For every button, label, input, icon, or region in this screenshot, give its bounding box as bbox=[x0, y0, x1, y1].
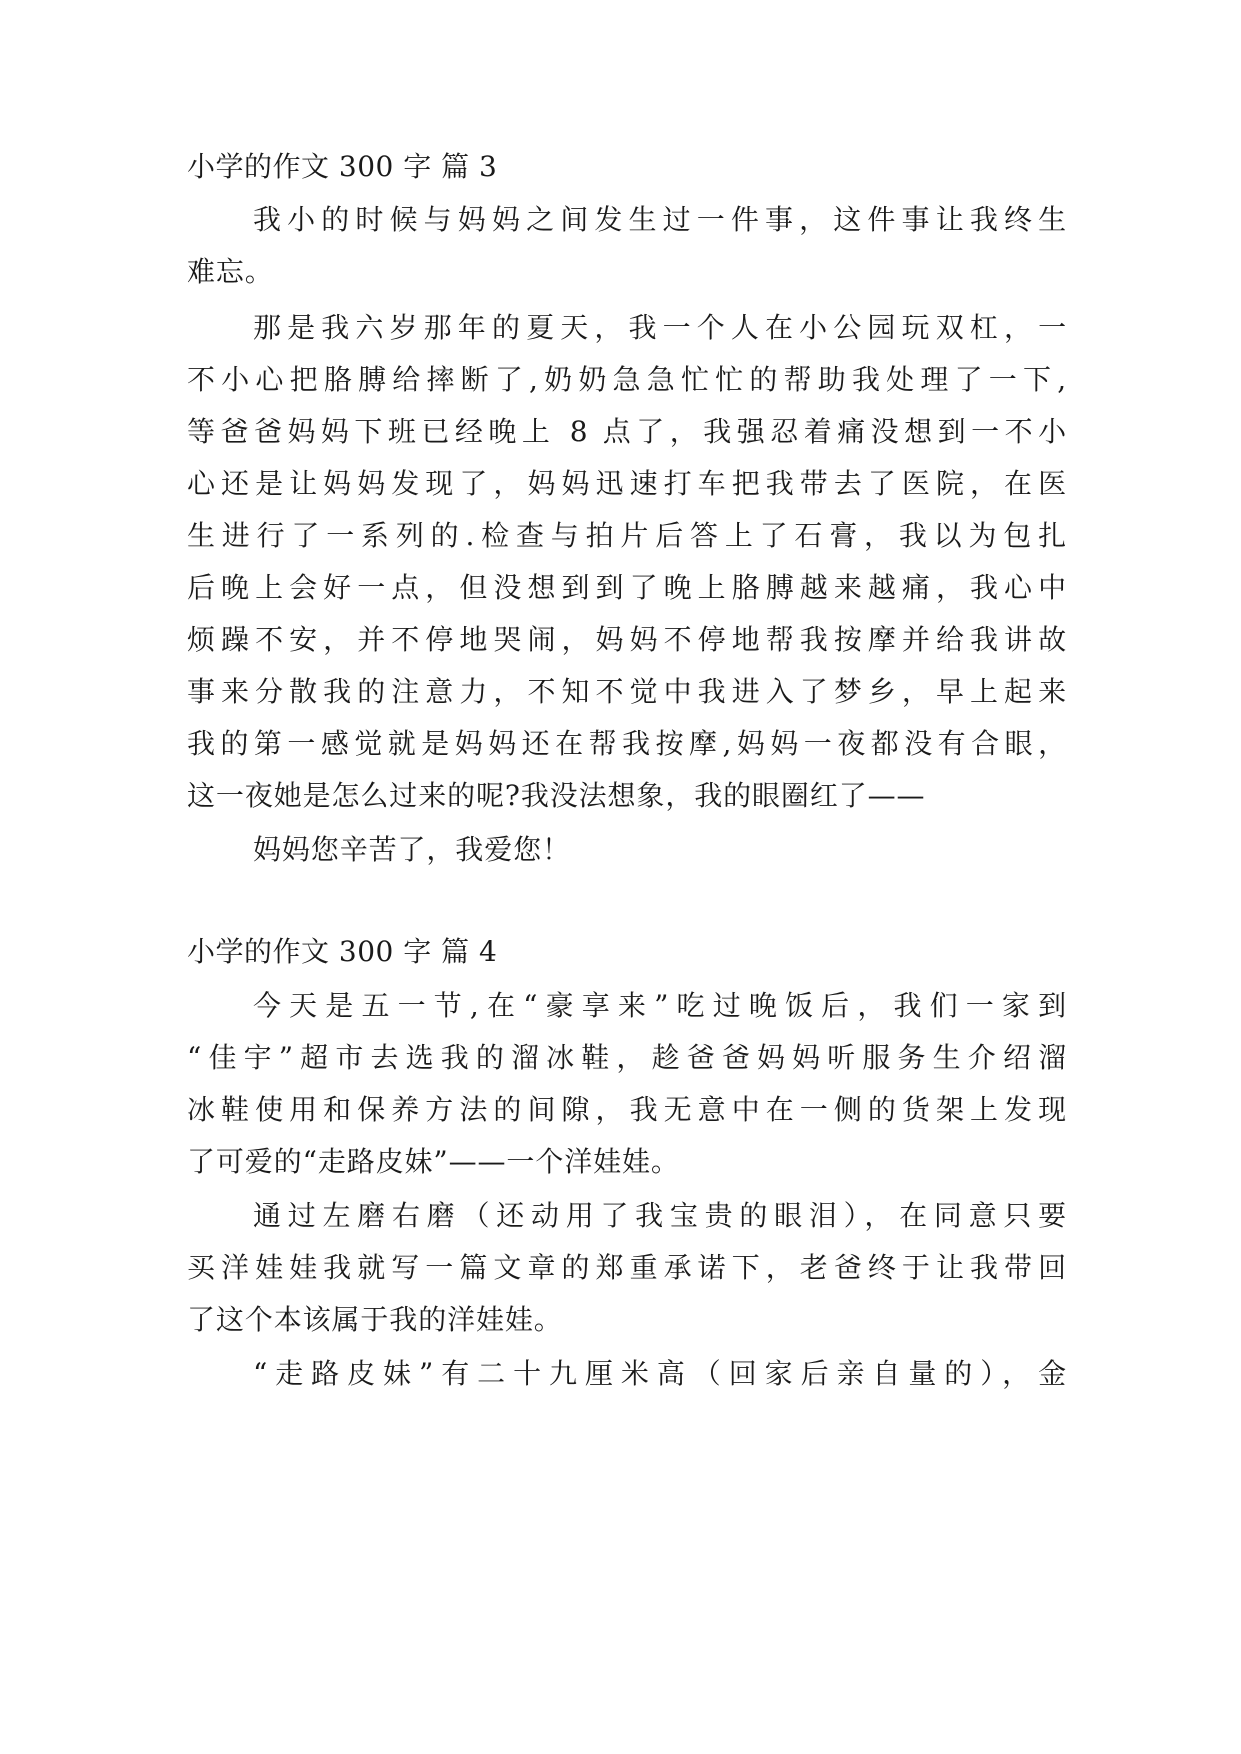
paragraph-line: 我小的时候与妈妈之间发生过一件事，这件事让我终生 bbox=[253, 203, 1067, 236]
paragraph-line: 难忘。 bbox=[187, 255, 274, 288]
paragraph-line: 了可爱的“走路皮妹”——一个洋娃娃。 bbox=[187, 1145, 680, 1178]
paragraph-line: 这一夜她是怎么过来的呢?我没法想象，我的眼圈红了—— bbox=[187, 779, 926, 812]
paragraph-line: 等爸爸妈妈下班已经晚上 8 点了，我强忍着痛没想到一不小 bbox=[187, 415, 1067, 448]
paragraph-line: 冰鞋使用和保养方法的间隙，我无意中在一侧的货架上发现 bbox=[187, 1093, 1067, 1126]
paragraph-line: “走路皮妹”有二十九厘米高（回家后亲自量的），金 bbox=[253, 1357, 1067, 1390]
paragraph-line: “佳宇”超市去选我的溜冰鞋，趁爸爸妈妈听服务生介绍溜 bbox=[187, 1041, 1067, 1074]
paragraph-line: 烦躁不安，并不停地哭闹，妈妈不停地帮我按摩并给我讲故 bbox=[187, 623, 1067, 656]
section-3-title: 小学的作文 300 字 篇 3 bbox=[187, 150, 498, 183]
paragraph-line: 通过左磨右磨（还动用了我宝贵的眼泪），在同意只要 bbox=[253, 1199, 1067, 1232]
paragraph-line: 我的第一感觉就是妈妈还在帮我按摩,妈妈一夜都没有合眼， bbox=[187, 727, 1067, 760]
paragraph-line: 了这个本该属于我的洋娃娃。 bbox=[187, 1303, 563, 1336]
paragraph-line: 今天是五一节,在“豪享来”吃过晚饭后，我们一家到 bbox=[253, 989, 1067, 1022]
paragraph-line: 生进行了一系列的.检查与拍片后答上了石膏，我以为包扎 bbox=[187, 519, 1067, 552]
section-4-title: 小学的作文 300 字 篇 4 bbox=[187, 935, 498, 968]
paragraph-line: 不小心把胳膊给摔断了,奶奶急急忙忙的帮助我处理了一下, bbox=[187, 363, 1067, 396]
paragraph-line: 买洋娃娃我就写一篇文章的郑重承诺下，老爸终于让我带回 bbox=[187, 1251, 1067, 1284]
paragraph-line: 那是我六岁那年的夏天，我一个人在小公园玩双杠，一 bbox=[253, 311, 1067, 344]
paragraph-line: 事来分散我的注意力，不知不觉中我进入了梦乡，早上起来 bbox=[187, 675, 1067, 708]
paragraph-line: 妈妈您辛苦了，我爱您！ bbox=[253, 833, 571, 866]
paragraph-line: 心还是让妈妈发现了，妈妈迅速打车把我带去了医院，在医 bbox=[187, 467, 1067, 500]
paragraph-line: 后晚上会好一点，但没想到到了晚上胳膊越来越痛，我心中 bbox=[187, 571, 1067, 604]
